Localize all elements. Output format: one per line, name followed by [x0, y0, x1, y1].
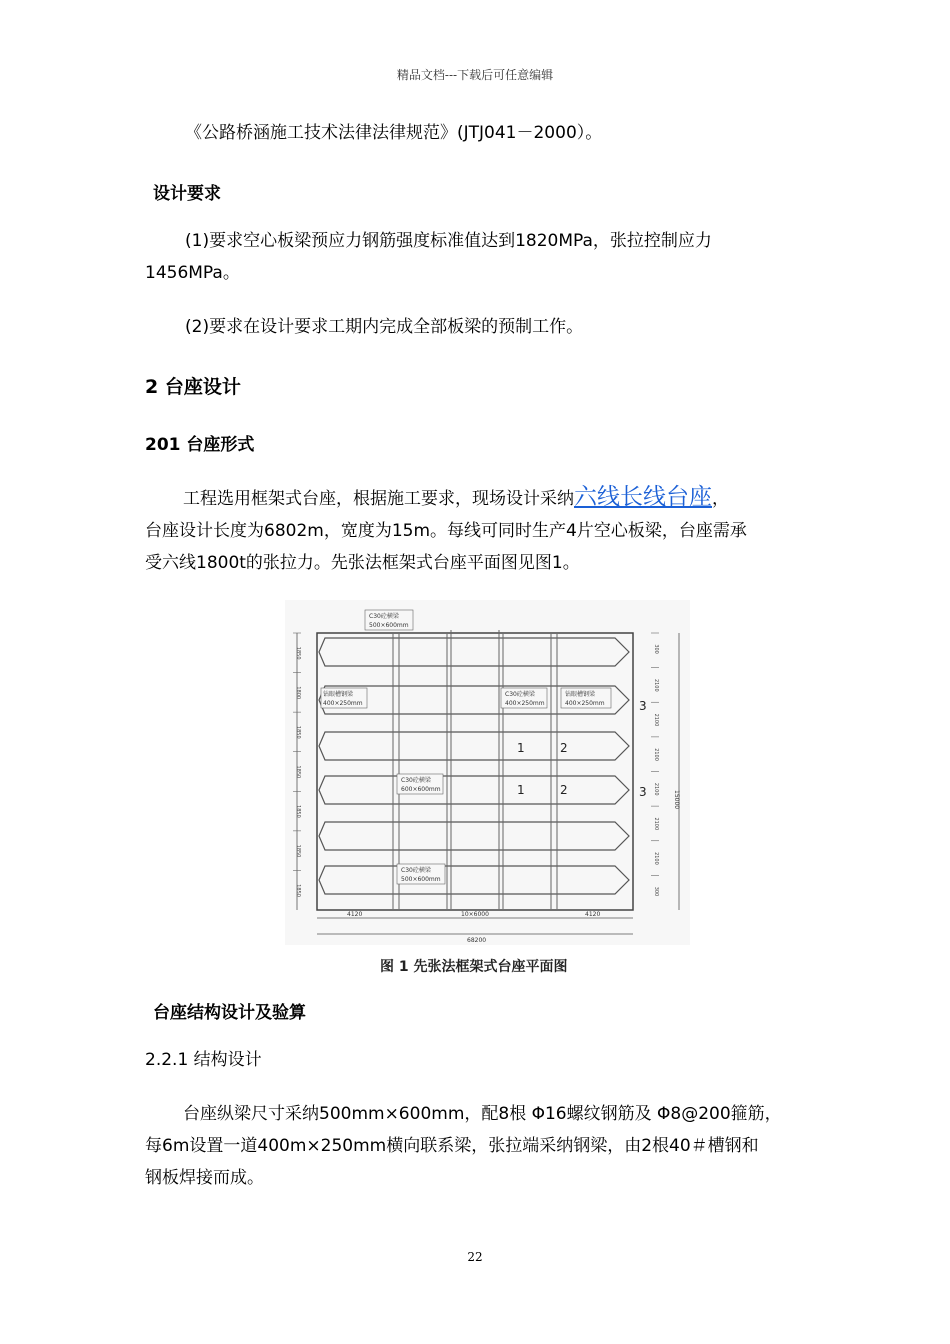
dimension-label: 1850 — [295, 844, 301, 858]
section-mark: 2 — [560, 783, 568, 797]
dimension-label: 1850 — [295, 884, 301, 897]
dimension-label: 300 — [653, 644, 659, 654]
section-mark: 2 — [560, 741, 568, 755]
label-c30a: C30砼横梁 — [401, 777, 431, 784]
dim-right-total: 15000 — [673, 790, 680, 810]
figure-caption: 图 1 先张法框架式台座平面图 — [380, 959, 568, 975]
label-mid: C30砼横梁 — [505, 691, 535, 698]
dim-bottom-mid: 10×6000 — [461, 911, 489, 918]
paragraph-2-line-2: 每6m设置一道400m×250mm横向联系梁，张拉端采纳钢梁，由2根40＃槽钢和 — [145, 1136, 759, 1156]
paragraph-2-line-1: 台座纵梁尺寸采纳500mm×600mm，配8根 Φ16螺纹钢筋及 Φ8@200箍筋， — [183, 1104, 782, 1124]
section-heading-structure: 台座结构设计及验算 — [153, 1003, 306, 1023]
label-top: C30砼横梁 — [369, 613, 399, 620]
label-c30a-size: 600×600mm — [401, 786, 441, 793]
dimension-label: 2100 — [653, 782, 659, 796]
dimension-label: 2100 — [653, 852, 659, 865]
dimension-label: 1850 — [295, 765, 301, 779]
requirement-2: (2)要求在设计要求工期内完成全部板梁的预制工作。 — [185, 317, 584, 337]
dim-bottom-right: 4120 — [585, 911, 601, 918]
paragraph-1-line-1 — [183, 484, 729, 510]
label-mid-size: 400×250mm — [505, 700, 545, 707]
dim-total: 68200 — [467, 937, 487, 944]
dimension-label: 1850 — [295, 725, 301, 739]
six-line-pedestal-link[interactable]: 六线长线台座 — [574, 484, 712, 510]
label-c30b: C30砼横梁 — [401, 867, 431, 874]
label-right-size: 400×250mm — [565, 700, 605, 707]
section-heading-design-requirements: 设计要求 — [153, 184, 221, 204]
dimension-label: 2100 — [653, 713, 659, 727]
paragraph-1-line-2: 台座设计长度为6802m，宽度为15m。每线可同时生产4片空心板梁，台座需承 — [145, 521, 747, 541]
paragraph-1-comma: ， — [712, 489, 729, 509]
dimension-label: 2100 — [653, 678, 659, 692]
page-header: 精品文档---下载后可任意编辑 — [396, 68, 554, 82]
dimension-label: 1800 — [295, 686, 301, 700]
reference-line: 《公路桥涵施工技术法律法律规范》(JTJ041－2000）。 — [185, 123, 603, 143]
paragraph-2-line-3: 钢板焊接而成。 — [145, 1168, 264, 1188]
section-heading-2: 2 台座设计 — [145, 376, 241, 398]
label-c30b-size: 500×600mm — [401, 876, 441, 883]
dimension-label: 1850 — [295, 805, 301, 818]
requirement-1-line-1: (1)要求空心板梁预应力钢筋强度标准值达到1820MPa，张拉控制应力 — [185, 231, 712, 251]
label-top-size: 500×600mm — [369, 622, 409, 629]
paragraph-1-text: 工程选用框架式台座，根据施工要求，现场设计采纳 — [183, 489, 574, 509]
section-mark: 3 — [639, 699, 647, 713]
requirement-1-line-2: 1456MPa。 — [145, 263, 240, 283]
paragraph-1-line-3: 受六线1800t的张拉力。先张法框架式台座平面图见图1。 — [145, 553, 580, 573]
section-mark: 1 — [517, 783, 525, 797]
page-number: 22 — [467, 1250, 483, 1264]
subsection-heading-221: 2.2.1 结构设计 — [145, 1050, 262, 1070]
label-left-size: 400×250mm — [323, 700, 363, 707]
section-mark: 3 — [639, 785, 647, 799]
pedestal-plan-figure — [285, 600, 690, 945]
dimension-label: 2100 — [653, 748, 659, 761]
dimension-label: 1850 — [295, 646, 301, 660]
section-heading-201: 201 台座形式 — [145, 435, 255, 455]
dimension-label: 300 — [653, 886, 659, 897]
dimension-label: 2100 — [653, 817, 659, 831]
label-right: 钻眼槽钢梁 — [565, 691, 596, 698]
label-left: 钻眼槽钢梁 — [323, 691, 354, 698]
section-mark: 1 — [517, 741, 525, 755]
dim-bottom-left: 4120 — [347, 911, 363, 918]
